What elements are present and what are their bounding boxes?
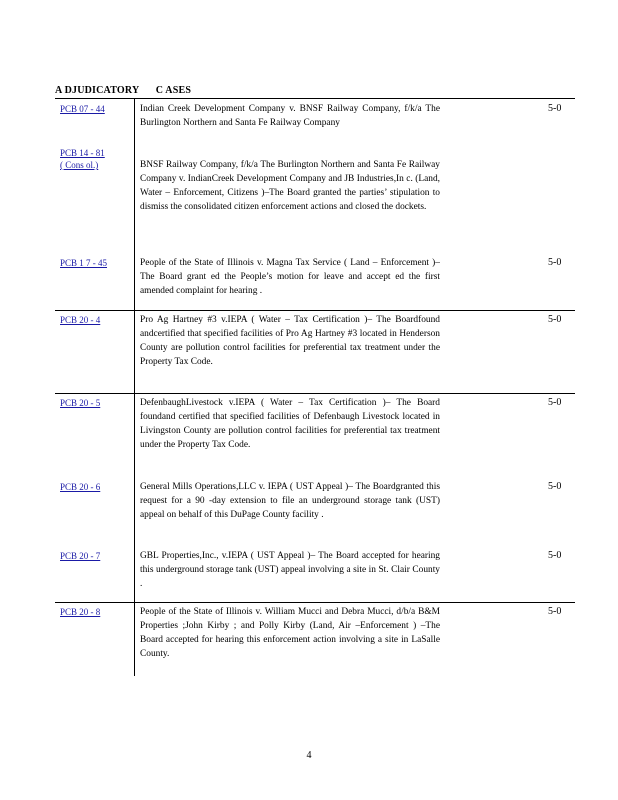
docket-link[interactable]: PCB 07 - 44 [60, 104, 105, 114]
section-heading-word-2: C ASES [155, 85, 192, 96]
row-divider [55, 393, 575, 394]
page-number: 4 [306, 750, 312, 761]
vote-count: 5-0 [548, 314, 562, 325]
vote-count: 5-0 [548, 103, 562, 114]
vote-count: 5-0 [548, 257, 562, 268]
section-heading-word-1: A DJUDICATORY [55, 85, 140, 96]
case-description: BNSF Railway Company, f/k/a The Burlington Northern and Santa Fe Railway Company v. IndianCreek Development Company and JB Industries,In c. (Land, Water – Enforcement, Citizens )–The Board granted the parties’ stipulation to dismiss the consolidated citizen enforcement actions and closed the dockets. [140, 160, 440, 212]
docket-link[interactable]: PCB 1 7 - 45 [60, 258, 108, 268]
vote-count: 5-0 [548, 481, 562, 492]
case-description: People of the State of Illinois v. William Mucci and Debra Mucci, d/b/a B&M Properties ;John Kirby ; and Polly Kirby (Land, Air –Enforcement ) –The Board accepted for hearing this enforcement action involving a site in LaSalle County. [140, 607, 440, 659]
docket-link-consolidated[interactable]: ( Cons ol.) [60, 160, 99, 170]
vote-count: 5-0 [548, 397, 562, 408]
column-divider [134, 98, 135, 676]
case-description: People of the State of Illinois v. Magna Tax Service ( Land – Enforcement )–The Board grant ed the People’s motion for leave and accept ed the first amended complaint for hearing . [140, 258, 440, 296]
section-heading [55, 85, 191, 96]
case-description: General Mills Operations,LLC v. IEPA ( UST Appeal )– The Boardgranted this request for a 90 -day extension to file an underground storage tank (UST) appeal on behalf of this DuPage County facility . [140, 482, 440, 520]
case-description: Pro Ag Hartney #3 v.IEPA ( Water – Tax Certification )– The Boardfound andcertified that specified facilities of Pro Ag Hartney #3 located in Henderson County are pollution control facilities for preferential tax treatment under the Property Tax Code. [140, 315, 440, 367]
row-divider [55, 310, 575, 311]
docket-link[interactable]: PCB 20 - 8 [60, 607, 101, 617]
case-description: Indian Creek Development Company v. BNSF Railway Company, f/k/a The Burlington Northern and Santa Fe Railway Company [140, 104, 440, 128]
case-description: GBL Properties,Inc., v.IEPA ( UST Appeal )– The Board accepted for hearing this underground storage tank (UST) appeal involving a site in St. Clair County . [140, 551, 440, 589]
case-description: DefenbaughLivestock v.IEPA ( Water – Tax Certification )– The Board foundand certified that specified facilities of Defenbaugh Livestock located in Livingston County are pollution control facilities for preferential tax treatment under the Property Tax Code. [140, 398, 440, 450]
docket-link[interactable]: PCB 20 - 6 [60, 482, 101, 492]
vote-count: 5-0 [548, 606, 562, 617]
docket-link[interactable]: PCB 14 - 81 [60, 148, 105, 158]
docket-link[interactable]: PCB 20 - 7 [60, 551, 101, 561]
row-divider [55, 98, 575, 99]
row-divider [55, 602, 575, 603]
docket-link[interactable]: PCB 20 - 5 [60, 398, 101, 408]
docket-link[interactable]: PCB 20 - 4 [60, 315, 101, 325]
vote-count: 5-0 [548, 550, 562, 561]
